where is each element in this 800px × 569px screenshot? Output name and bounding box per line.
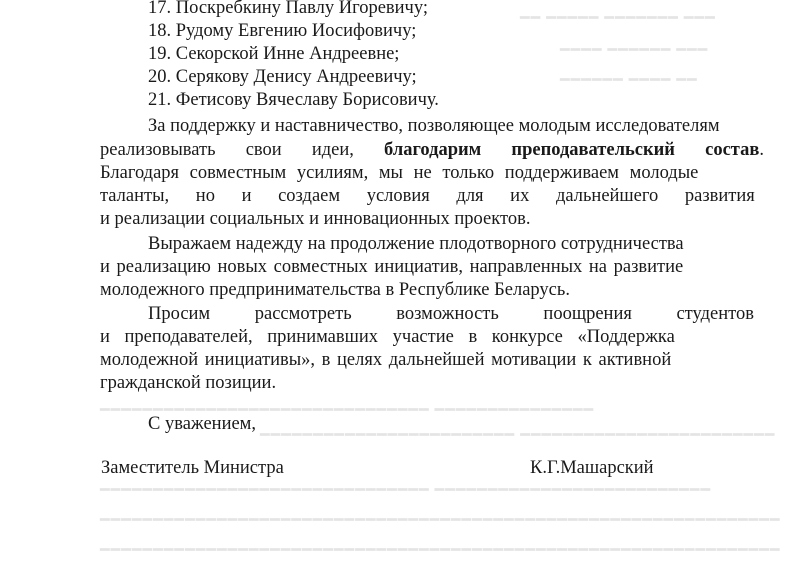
list-item: 20. Серякову Денису Андреевичу; bbox=[148, 67, 417, 87]
bold-phrase: преподавательский bbox=[511, 140, 675, 160]
bold-phrase: состав bbox=[705, 140, 760, 160]
list-item: 17. Поскребкину Павлу Игоревичу; bbox=[148, 0, 429, 18]
bold-phrase-end bbox=[705, 140, 764, 161]
show-through-text: ━━ ━━━━━ ━━━━━━━ ━━━ bbox=[520, 10, 716, 27]
show-through-text: ━━━━━━━━━━━━━━━━━━━━━━━━━━━━━━━━━━━━━━━━━━━━━━━━━━━━━━━━━━━━━━━━ bbox=[100, 512, 781, 529]
list-item: 18. Рудому Евгению Иосифовичу; bbox=[148, 21, 417, 41]
show-through-text: ━━━━━━━━━━━━━━━━━━━━━━━━━━━━━━━ ━━━━━━━━━━━━━━━ bbox=[100, 402, 595, 419]
list-item: 21. Фетисову Вячеславу Борисовичу. bbox=[148, 90, 439, 110]
signatory-position: Заместитель Министра bbox=[101, 458, 284, 478]
paragraph-text: молодежной инициативы», в целях дальнейшей мотивации к активной bbox=[100, 350, 672, 370]
closing-phrase: С уважением, bbox=[148, 414, 257, 434]
paragraph-text: Благодаря совместным усилиям, мы не только поддерживаем молодые bbox=[100, 163, 699, 183]
paragraph-text: и преподавателей, принимавших участие в конкурсе «Поддержка bbox=[100, 327, 675, 347]
signatory-name: К.Г.Машарский bbox=[530, 458, 654, 478]
paragraph-text: таланты, но и создаем условия для их дальнейшего развития bbox=[100, 186, 755, 206]
show-through-text: ━━━━━━ ━━━━ ━━ bbox=[560, 72, 698, 89]
show-through-text: ━━━━━━━━━━━━━━━━━━━━━━━━━━━━━━━━━━━━━━━━━━━━━━━━━━━━━━━━━━━━━━━━ bbox=[100, 542, 781, 559]
show-through-text: ━━━━━━━━━━━━━━━━━━━━━━━━ ━━━━━━━━━━━━━━━━━━━━━━━━ bbox=[260, 427, 776, 444]
paragraph-text: гражданской позиции. bbox=[100, 373, 277, 393]
period: . bbox=[759, 140, 764, 160]
paragraph-text: Просим рассмотреть возможность поощрения студентов bbox=[148, 304, 754, 324]
paragraph-text: и реализацию новых совместных инициатив, направленных на развитие bbox=[100, 257, 684, 277]
paragraph-text bbox=[100, 140, 764, 161]
show-through-text: ━━━━━━━━━━━━━━━━━━━━━━━━━━━━━━━ ━━━━━━━━━━━━━━━━━━━━━━━━━━ bbox=[100, 482, 712, 499]
paragraph-text: Выражаем надежду на продолжение плодотворного сотрудничества bbox=[148, 234, 684, 254]
list-item: 19. Секорской Инне Андреевне; bbox=[148, 44, 400, 64]
paragraph-text: За поддержку и наставничество, позволяющее молодым исследователям bbox=[148, 116, 720, 136]
word: реализовывать bbox=[100, 140, 216, 160]
paragraph-text: и реализации социальных и инновационных проектов. bbox=[100, 209, 531, 229]
paragraph-text: молодежного предпринимательства в Республике Беларусь. bbox=[100, 280, 570, 300]
bold-phrase: благодарим bbox=[384, 140, 482, 160]
word: свои bbox=[245, 140, 282, 160]
word: идеи, bbox=[311, 140, 354, 160]
show-through-text: ━━━━ ━━━━━━ ━━━ bbox=[560, 42, 709, 59]
